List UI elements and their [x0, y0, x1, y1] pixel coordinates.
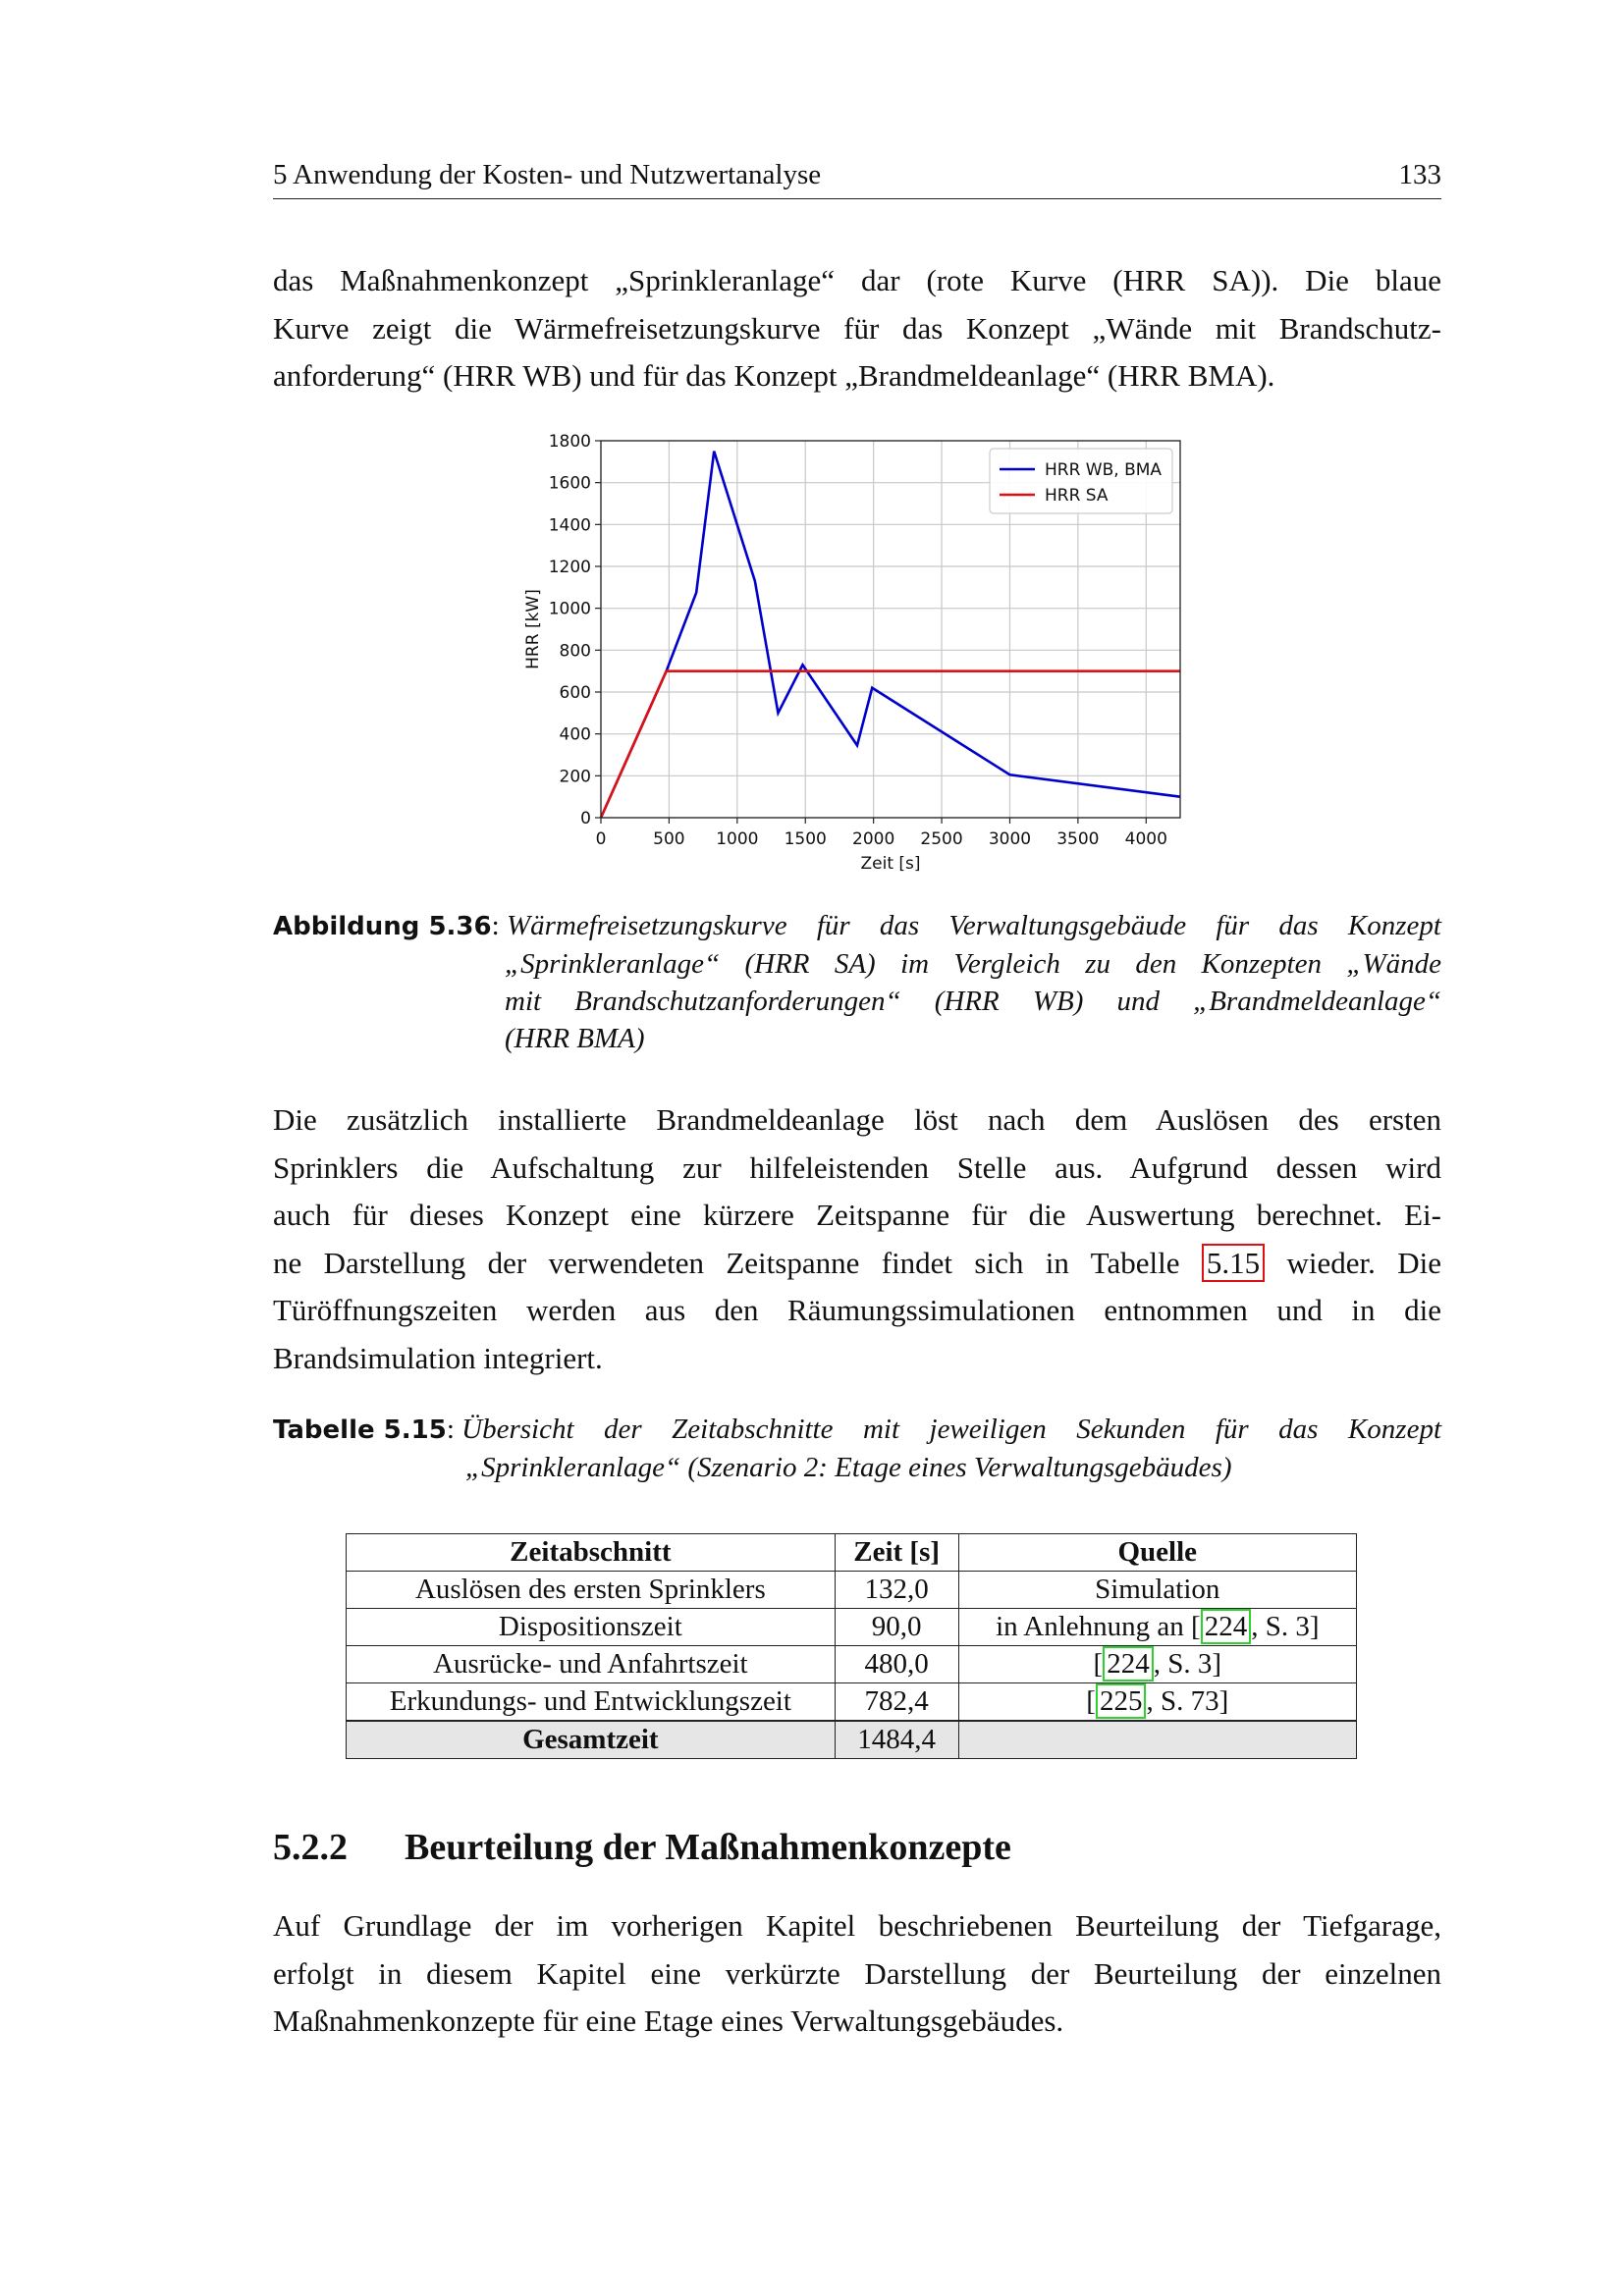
section-title-text: Beurteilung der Maßnahmenkonzepte — [405, 1827, 1011, 1868]
cell-quelle — [958, 1646, 1356, 1683]
y-tick-label: 1800 — [548, 432, 591, 452]
x-axis-label: Zeit [s] — [860, 854, 921, 874]
text-line: Die zusätzlich installierte Brandmeldeanlage löst nach dem Auslösen des ersten — [273, 1102, 1441, 1137]
text-line: erfolgt in diesem Kapitel eine verkürzte Darstellung der Beurteilung der einzelnen — [273, 1955, 1441, 1991]
caption-line: mit Brandschutzanforderungen“ (HRR WB) und „Brandmeldeanlage“ — [505, 986, 1441, 1017]
quelle-suffix: , S. 3] — [1153, 1648, 1222, 1680]
text-line-with-ref — [273, 1240, 1441, 1288]
chapter-title: 5 Anwendung der Kosten- und Nutzwertanalyse — [273, 159, 822, 190]
body-paragraph — [273, 1096, 1441, 1382]
cell-zeit: 480,0 — [835, 1646, 958, 1683]
text-line: Kurve zeigt die Wärmefreisetzungskurve für das Konzept „Wände mit Brandschutz- — [273, 310, 1441, 346]
text-line: das Maßnahmenkonzept „Sprinkleranlage“ dar (rote Kurve (HRR SA)). Die blaue — [273, 263, 1441, 297]
citation-link[interactable]: 225 — [1096, 1683, 1147, 1719]
x-tick-label: 1500 — [784, 829, 827, 849]
intro-paragraph — [273, 257, 1441, 400]
caption-line: Übersicht der Zeitabschnitte mit jeweiligen Sekunden für das Konzept — [461, 1414, 1441, 1445]
x-tick-label: 1000 — [716, 829, 759, 849]
cell-zeit: 90,0 — [835, 1609, 958, 1646]
y-tick-label: 600 — [559, 683, 591, 703]
table-label: Tabelle 5.15 — [273, 1415, 447, 1445]
x-tick-label: 2500 — [920, 829, 963, 849]
page-number: 133 — [1398, 159, 1441, 190]
cell-total-quelle — [958, 1721, 1356, 1759]
cell-abschnitt: Dispositionszeit — [347, 1609, 836, 1646]
y-tick-label: 1600 — [548, 473, 591, 494]
x-tick-label: 4000 — [1124, 829, 1167, 849]
cell-total-zeit: 1484,4 — [835, 1721, 958, 1759]
y-tick-label: 1200 — [548, 558, 591, 577]
table-reference-link[interactable]: 5.15 — [1202, 1244, 1265, 1282]
cell-quelle — [958, 1683, 1356, 1722]
table-caption: Tabelle 5.15: Übersicht der Zeitabschnitte mit jeweiligen Sekunden für das Konzept „Sprinkleranlage“ (Szenario 2: Etage eines Verwaltungsgebäudes) — [273, 1411, 1441, 1486]
series-line — [601, 671, 1180, 818]
cell-total-label: Gesamtzeit — [347, 1721, 836, 1759]
y-axis-label: HRR [kW] — [523, 589, 543, 669]
page-header — [273, 155, 1441, 199]
cell-quelle — [958, 1572, 1356, 1609]
y-tick-label: 0 — [580, 809, 591, 828]
quelle-suffix: , S. 3] — [1251, 1611, 1320, 1642]
text-line: Maßnahmenkonzepte für eine Etage eines Verwaltungsgebäudes. — [273, 2003, 1064, 2038]
cell-zeit: 782,4 — [835, 1683, 958, 1722]
caption-line: „Sprinkleranlage“ (Szenario 2: Etage eines Verwaltungsgebäudes) — [465, 1452, 1232, 1483]
x-tick-label: 2000 — [852, 829, 895, 849]
section-heading — [273, 1826, 1011, 1869]
closing-paragraph — [273, 1902, 1441, 2046]
table-row — [347, 1646, 1357, 1683]
x-tick-label: 3000 — [988, 829, 1032, 849]
column-header: Zeitabschnitt — [347, 1534, 836, 1572]
y-tick-label: 400 — [559, 724, 591, 745]
quelle-text: [ — [1093, 1648, 1104, 1680]
text-segment: wieder. Die — [1286, 1245, 1442, 1280]
quelle-text: [ — [1086, 1685, 1096, 1717]
column-header: Quelle — [958, 1534, 1356, 1572]
table-row — [347, 1683, 1357, 1722]
y-tick-label: 1000 — [548, 599, 591, 619]
quelle-text: in Anlehnung an [ — [996, 1611, 1201, 1642]
caption-line: Wärmefreisetzungskurve für das Verwaltungsgebäude für das Konzept — [506, 910, 1441, 941]
caption-line: (HRR BMA) — [505, 1023, 645, 1054]
hrr-chart — [501, 427, 1188, 879]
text-line: anforderung“ (HRR WB) und für das Konzept „Brandmeldeanlage“ (HRR BMA). — [273, 358, 1275, 393]
column-header: Zeit [s] — [835, 1534, 958, 1572]
cell-abschnitt: Ausrücke- und Anfahrtszeit — [347, 1646, 836, 1683]
table-header-row — [347, 1534, 1357, 1572]
x-tick-label: 500 — [653, 829, 685, 849]
figure-label: Abbildung 5.36 — [273, 912, 492, 941]
text-line: Auf Grundlage der im vorherigen Kapitel beschriebenen Beurteilung der Tiefgarage, — [273, 1908, 1441, 1943]
legend-label: HRR WB, BMA — [1045, 460, 1163, 480]
x-tick-label: 0 — [595, 829, 607, 849]
table-total-row — [347, 1721, 1357, 1759]
table-row — [347, 1572, 1357, 1609]
cell-quelle — [958, 1609, 1356, 1646]
text-segment: ne Darstellung der verwendeten Zeitspanne findet sich in Tabelle — [273, 1245, 1180, 1280]
cell-abschnitt: Auslösen des ersten Sprinklers — [347, 1572, 836, 1609]
time-segments-table — [346, 1533, 1357, 1759]
hrr-chart-figure — [501, 427, 1188, 879]
text-line: auch für dieses Konzept eine kürzere Zeitspanne für die Auswertung berechnet. Ei- — [273, 1198, 1441, 1232]
quelle-text: Simulation — [1095, 1574, 1220, 1605]
table-row — [347, 1609, 1357, 1646]
citation-link[interactable]: 224 — [1103, 1646, 1154, 1682]
cell-abschnitt: Erkundungs- und Entwicklungszeit — [347, 1683, 836, 1722]
text-line: Sprinklers die Aufschaltung zur hilfeleistenden Stelle aus. Aufgrund dessen wird — [273, 1149, 1441, 1185]
quelle-suffix: , S. 73] — [1146, 1685, 1229, 1717]
y-tick-label: 1400 — [548, 515, 591, 536]
cell-zeit: 132,0 — [835, 1572, 958, 1609]
x-tick-label: 3500 — [1056, 829, 1100, 849]
figure-caption: Abbildung 5.36: Wärmefreisetzungskurve für das Verwaltungsgebäude für das Konzept „Sprinkleranlage“ (HRR SA) im Vergleich zu den Konzepten „Wände mit Brandschutzanforderungen“ (HRR WB) und „Brandmeldeanlage“ (HRR BMA) — [273, 907, 1441, 1057]
citation-link[interactable]: 224 — [1201, 1609, 1252, 1644]
section-number: 5.2.2 — [273, 1827, 348, 1868]
caption-line: „Sprinkleranlage“ (HRR SA) im Vergleich zu den Konzepten „Wände — [505, 948, 1441, 980]
text-line: Türöffnungszeiten werden aus den Räumungssimulationen entnommen und in die — [273, 1293, 1441, 1327]
text-line: Brandsimulation integriert. — [273, 1340, 603, 1375]
y-tick-label: 200 — [559, 767, 591, 787]
y-tick-label: 800 — [559, 641, 591, 662]
legend-label: HRR SA — [1045, 486, 1109, 506]
